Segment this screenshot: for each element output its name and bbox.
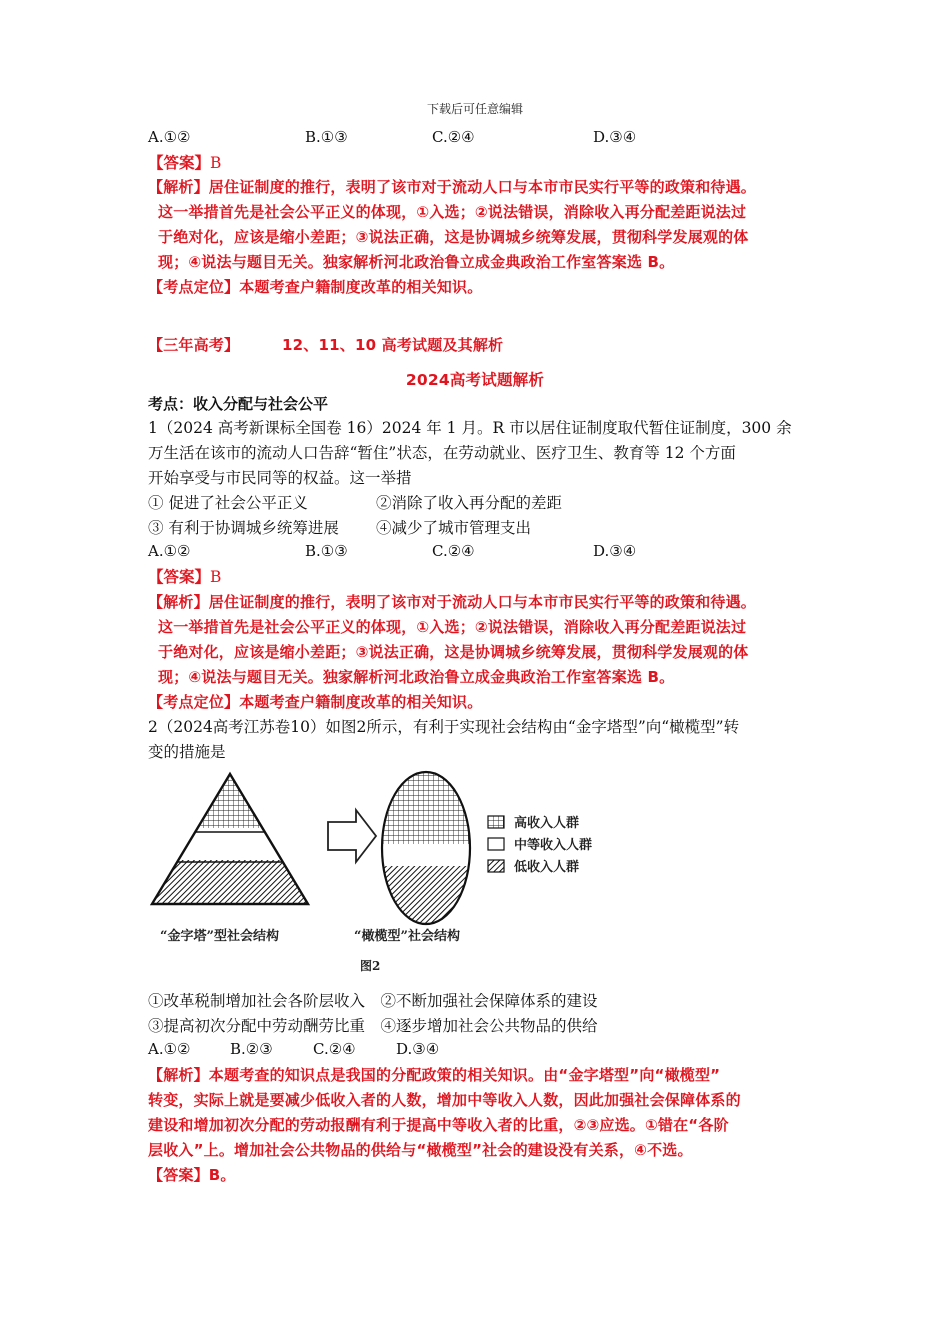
point-line: 【考点定位】本题考查户籍制度改革的相关知识。 [148,693,483,711]
option-b: B.①③ [305,128,348,146]
q1-stem: 1（2024 高考新课标全国卷 16）2024 年 1 月。R 市以居住证制度取代暂住证制度，300 余 [148,419,792,437]
social-structure-figure [148,770,618,980]
point-line: 【考点定位】本题考查户籍制度改革的相关知识。 [148,278,483,296]
analysis-line: 于绝对化，应该是缩小差距；③说法正确，这是协调城乡统筹发展，贯彻科学发展观的体 [158,228,749,246]
answer-line: 【答案】B。 [148,1166,236,1184]
analysis-line: 【解析】居住证制度的推行，表明了该市对于流动人口与本市市民实行平等的政策和待遇。 [148,593,757,611]
figure-number: 图2 [360,959,381,973]
q1-choice: ① 促进了社会公平正义 [148,494,308,512]
option-d: D.③④ [396,1040,440,1058]
analysis-line: 转变，实际上就是要减少低收入者的人数，增加中等收入人数，因此加强社会保障体系的 [148,1091,741,1109]
option-d: D.③④ [593,128,637,146]
option-d: D.③④ [593,542,637,560]
legend-swatch-high [488,816,504,828]
right-arrow-icon [328,810,376,862]
olive-middle-income-band [378,844,478,866]
section-title: 【三年高考】 [148,336,240,354]
legend-label-middle: 中等收入人群 [514,838,593,853]
answer-line [148,566,221,588]
analysis-line: 层收入”上。增加社会公共物品的供给与“橄榄型”社会的建设没有关系，④不选。 [148,1141,693,1159]
q1-stem: 万生活在该市的流动人口告辞“暂住”状态，在劳动就业、医疗卫生、教育等 12 个方面 [148,444,736,462]
analysis-line: 【解析】本题考查的知识点是我国的分配政策的相关知识。由“金字塔型”向“橄榄型” [148,1066,721,1084]
legend-label-high: 高收入人群 [514,816,580,831]
analysis-line: 建设和增加初次分配的劳动报酬有利于提高中等收入者的比重，②③应选。①错在“各阶 [148,1116,729,1134]
legend-swatch-low [488,860,504,872]
q2-stem: 变的措施是 [148,743,226,761]
legend-label-low: 低收入人群 [514,860,580,875]
option-b: B.②③ [230,1040,273,1058]
year-title: 2024高考试题解析 [405,371,545,389]
topic-heading: 考点：收入分配与社会公平 [148,395,329,413]
q2-stem: 2（2024高考江苏卷10）如图2所示，有利于实现社会结构由“金字塔型”向“橄榄型”转 [148,718,740,736]
analysis-line: 现；④说法与题目无关。独家解析河北政治鲁立成金典政治工作室答案选 B。 [158,253,675,271]
analysis-line: 于绝对化，应该是缩小差距；③说法正确，这是协调城乡统筹发展，贯彻科学发展观的体 [158,643,749,661]
legend [488,815,592,875]
q1-choice: ④减少了城市管理支出 [376,519,532,537]
answer-line [148,152,221,174]
q1-choice: ②消除了收入再分配的差距 [376,494,563,512]
section-subtitle: 12、11、10 高考试题及其解析 [282,336,504,354]
pyramid-shape [148,770,318,910]
option-c: C.②④ [432,542,475,560]
option-a: A.①② [148,1040,191,1058]
olive-shape [378,770,478,930]
answer-label: 【答案】 [148,154,211,172]
q2-choice: ③提高初次分配中劳动酬劳比重 ④逐步增加社会公共物品的供给 [148,1017,598,1035]
option-c: C.②④ [432,128,475,146]
answer-value: B [210,154,222,172]
caption-pyramid: “金字塔”型社会结构 [160,929,279,944]
q2-choice: ①改革税制增加社会各阶层收入 ②不断加强社会保障体系的建设 [148,992,598,1010]
caption-olive: “橄榄型”社会结构 [354,929,460,944]
analysis-line: 现；④说法与题目无关。独家解析河北政治鲁立成金典政治工作室答案选 B。 [158,668,675,686]
answer-label: 【答案】 [148,568,211,586]
analysis-line: 【解析】居住证制度的推行，表明了该市对于流动人口与本市市民实行平等的政策和待遇。 [148,178,757,196]
page-header: 下载后可任意编辑 [426,102,523,116]
analysis-line: 这一举措首先是社会公平正义的体现，①入选；②说法错误，消除收入再分配差距说法过 [158,203,747,221]
pyramid-middle-income-band [148,828,318,860]
analysis-line: 这一举措首先是社会公平正义的体现，①入选；②说法错误，消除收入再分配差距说法过 [158,618,747,636]
legend-swatch-middle [488,838,504,850]
option-a: A.①② [148,128,191,146]
option-a: A.①② [148,542,191,560]
q1-stem: 开始享受与市民同等的权益。这一举措 [148,469,412,487]
q1-choice: ③ 有利于协调城乡统筹进展 [148,519,339,537]
option-b: B.①③ [305,542,348,560]
option-c: C.②④ [313,1040,356,1058]
answer-value: B [210,568,222,586]
